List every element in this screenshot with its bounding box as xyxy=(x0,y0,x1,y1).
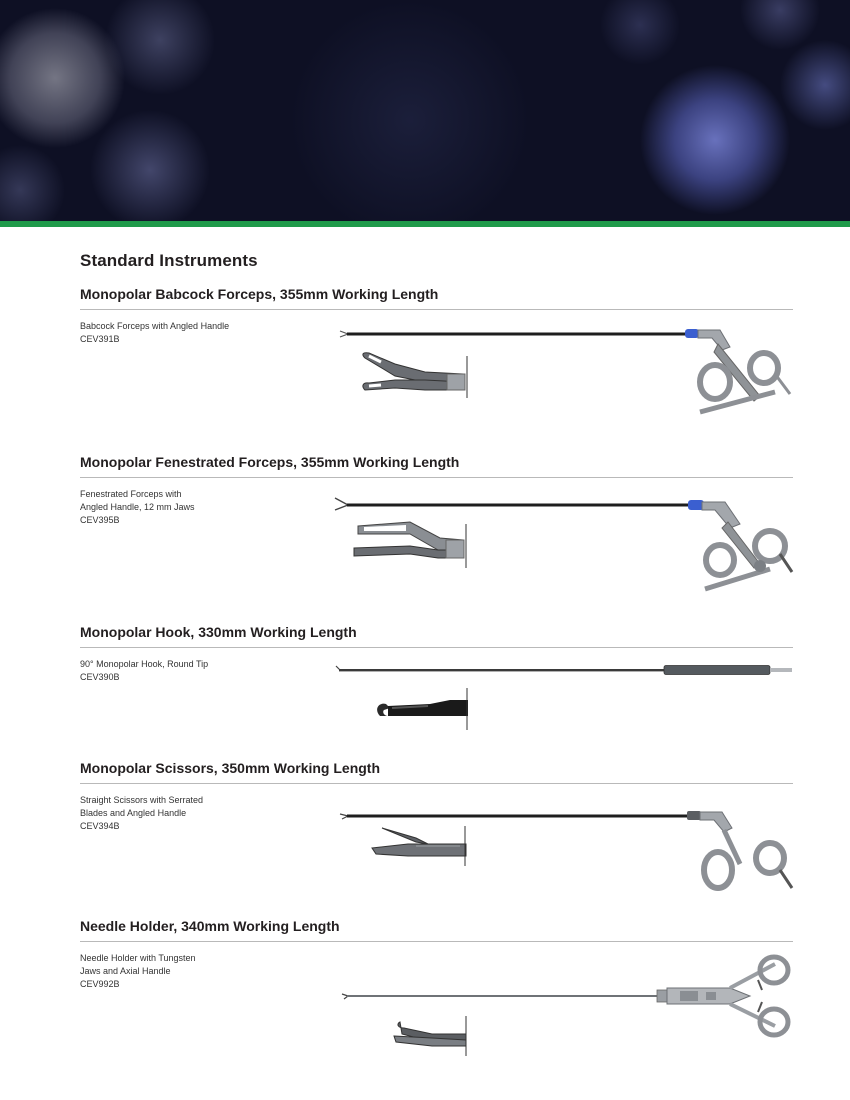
product-code: CEV391B xyxy=(80,334,120,344)
section-title: Needle Holder, 340mm Working Length xyxy=(80,918,340,934)
hero-banner xyxy=(0,0,850,221)
section-divider xyxy=(80,941,793,942)
description-line: Angled Handle, 12 mm Jaws xyxy=(80,502,195,512)
babcock-jaw-detail-icon xyxy=(355,350,475,400)
product-code: CEV395B xyxy=(80,515,120,525)
needle-holder-jaw-detail-icon xyxy=(392,1014,476,1056)
product-code: CEV992B xyxy=(80,979,120,989)
hero-accent-bar xyxy=(0,221,850,227)
section-title: Monopolar Fenestrated Forceps, 355mm Working Length xyxy=(80,454,460,470)
fenestrated-jaw-detail-icon xyxy=(350,518,475,570)
description-line: Needle Holder with Tungsten xyxy=(80,953,196,963)
monopolar-hook-icon xyxy=(330,660,800,680)
section-title: Monopolar Scissors, 350mm Working Length xyxy=(80,760,381,776)
section-divider xyxy=(80,477,793,478)
hook-tip-detail-icon xyxy=(370,686,475,730)
product-code: CEV394B xyxy=(80,821,120,831)
description-line: Blades and Angled Handle xyxy=(80,808,187,818)
description-line: Fenestrated Forceps with xyxy=(80,489,182,499)
section-divider xyxy=(80,647,793,648)
section-divider xyxy=(80,309,793,310)
product-description xyxy=(80,794,280,833)
product-description xyxy=(80,658,280,684)
product-description xyxy=(80,320,280,346)
scissors-blade-detail-icon xyxy=(368,824,476,866)
description-line: Babcock Forceps with Angled Handle xyxy=(80,321,230,331)
description-line: Straight Scissors with Serrated xyxy=(80,795,204,805)
description-line: 90° Monopolar Hook, Round Tip xyxy=(80,659,209,669)
page-title: Standard Instruments xyxy=(80,251,258,270)
description-line: Jaws and Axial Handle xyxy=(80,966,171,976)
product-code: CEV390B xyxy=(80,672,120,682)
section-title: Monopolar Babcock Forceps, 355mm Working Length xyxy=(80,286,439,302)
section-title: Monopolar Hook, 330mm Working Length xyxy=(80,624,357,640)
product-description xyxy=(80,952,280,991)
section-divider xyxy=(80,783,793,784)
product-description xyxy=(80,488,280,527)
